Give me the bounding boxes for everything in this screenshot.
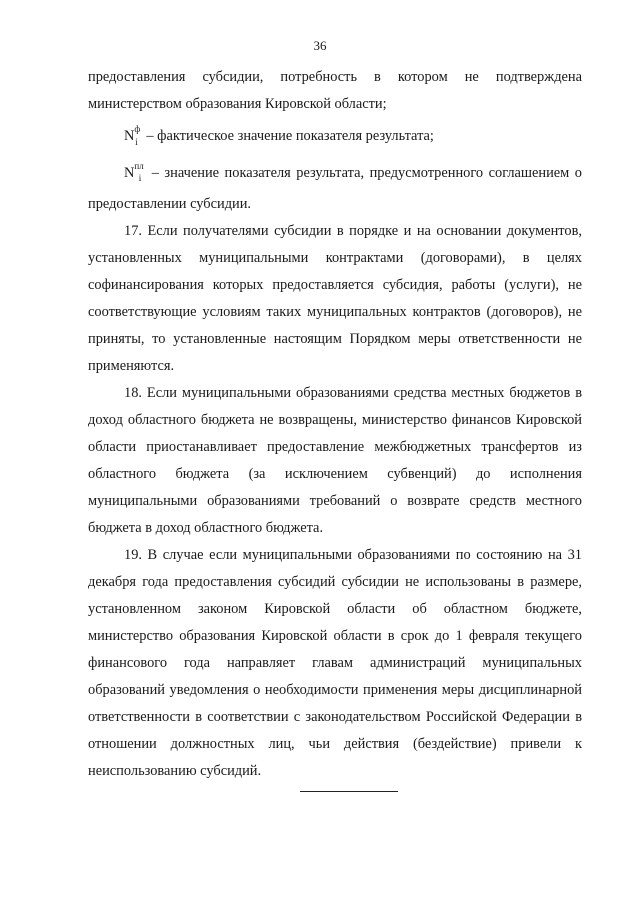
- definition-text: – фактическое значение показателя результата;: [142, 127, 434, 144]
- paragraph-19: 19. В случае если муниципальными образованиями по состоянию на 31 декабря года предоставления субсидий субсидии не использованы в размере, установленном законом Кировской области об областном бюджете, министерство образования Кировской области в срок до 1 февраля текущего финансового года направляет главам администраций муниципальных образований уведомления о необходимости применения меры дисциплинарной ответственности в соответствии с законодательством Российской Федерации в отношении должностных лиц, чьи действия (бездействие) привели к неиспользованию субсидий.: [88, 547, 582, 780]
- symbol-superscript: ф: [134, 124, 141, 134]
- paragraph-17: 17. Если получателями субсидии в порядке и на основании документов, установленных муниципальными контрактами (договорами), в целях софинансирования которых предоставляется субсидия, работы (услуги), не соответствующие условиям таких муниципальных контрактов (договоров), не приняты, то установленные настоящим Порядком меры ответственности не применяются.: [88, 223, 582, 375]
- symbol-n-fact: [124, 118, 143, 155]
- symbol-superscript: пл: [134, 160, 144, 171]
- symbol-n-plan: [124, 155, 146, 192]
- definition-plan-value: [88, 155, 582, 219]
- definition-fact-value: [88, 118, 582, 155]
- paragraph-18: 18. Если муниципальными образованиями средства местных бюджетов в доход областного бюджета не возвращены, министерство финансов Кировской области приостанавливает предоставление межбюджетных трансфертов из областного бюджета (за исключением субвенций) до исполнения муниципальными образованиями требований о возврате средств местного бюджета в доход областного бюджета.: [88, 385, 582, 537]
- symbol-subscript: i: [135, 136, 138, 147]
- page-body: [88, 64, 582, 785]
- end-of-text-rule: [300, 791, 398, 792]
- definition-text: – значение показателя результата, предусмотренного соглашением о предоставлении субсидии.: [88, 164, 582, 213]
- intro-paragraph: предоставления субсидии, потребность в котором не подтверждена министерством образования Кировской области;: [88, 69, 582, 112]
- symbol-subscript: i: [138, 173, 142, 184]
- page-number: 36: [313, 38, 327, 53]
- symbol-base: N: [124, 164, 135, 181]
- symbol-base: N: [124, 127, 135, 144]
